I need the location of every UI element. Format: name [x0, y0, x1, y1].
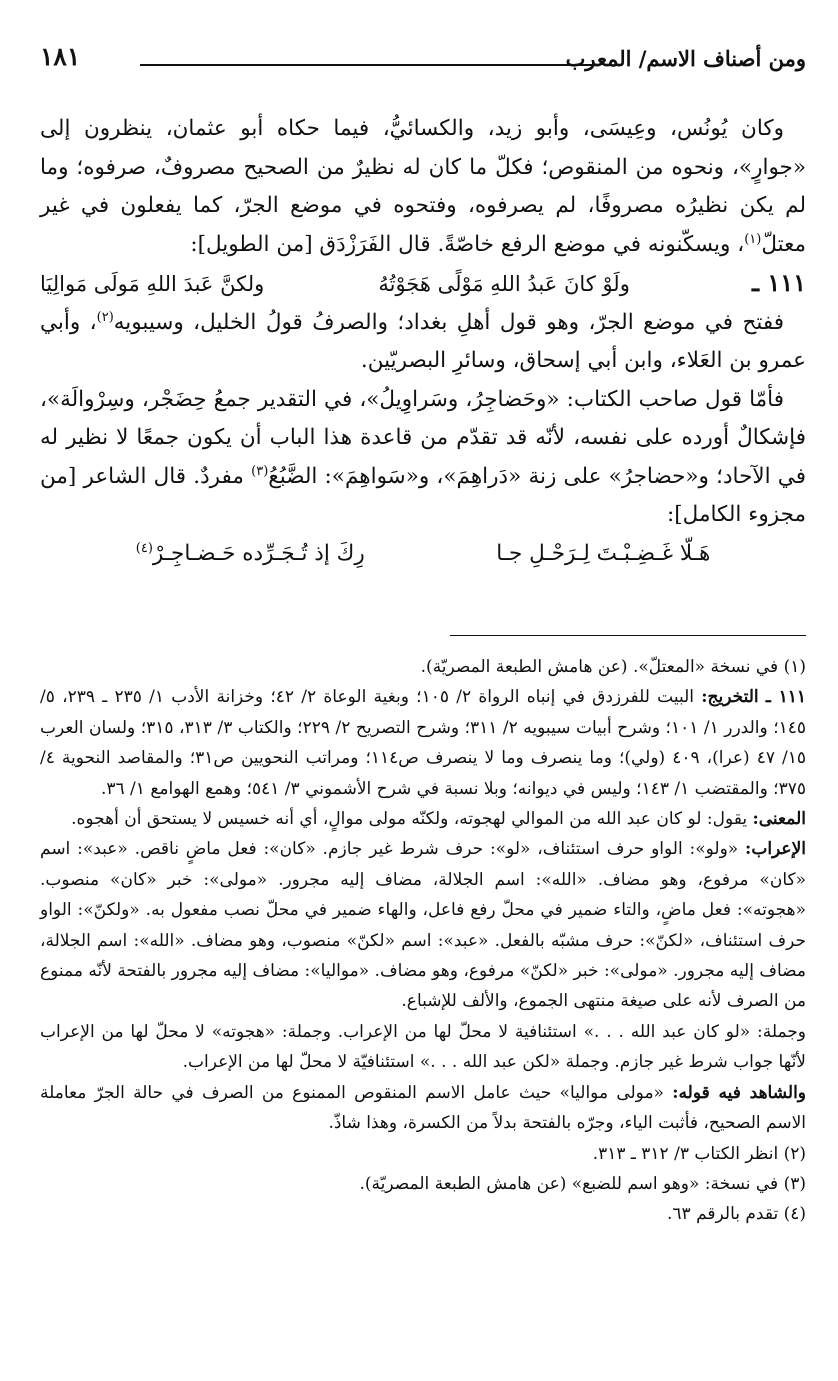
takhrij-label: التخريج: [701, 687, 759, 708]
maana-text: يقول: لو كان عبد الله من الموالي لهجوته، ولكنّه مولى موالٍ، أي أنه خسيس لا يستحق أن أهجوه. [71, 809, 748, 830]
maana-label: المعنى: [752, 809, 806, 830]
verse2-hemistich-2: رِكَ إذ تُـجَـرِّده حَـضـاجِـرْ [152, 540, 365, 566]
footnote-takhrij [40, 682, 806, 804]
header-rule [140, 64, 594, 66]
footnote-3: (٣) في نسخة: «وهو اسم للضبع» (عن هامش الطبعة المصريّة). [359, 1173, 806, 1194]
verse-hemistich-1: ولَوْ كانَ عَبدُ اللهِ مَوْلًى هَجَوْتُهُ [378, 272, 630, 296]
footnote-2: (٢) انظر الكتاب ٣/ ٣١٢ ـ ٣١٣. [592, 1143, 806, 1164]
takhrij-number: ١١١ ـ [765, 687, 806, 708]
verse2-hemistich-2-wrap [136, 535, 365, 574]
footnote-4: (٤) تقدم بالرقم ٦٣. [667, 1204, 806, 1225]
paragraph-1-text-end: ، ويسكّنونه في موضع الرفع خاصّةً. قال الفَرَزْدَق [من الطويل]: [190, 231, 745, 257]
footnotes [40, 652, 806, 1230]
verse-111 [40, 264, 806, 304]
verse-hemistich-2: ولكنَّ عَبدَ اللهِ مَولَى مَوالِيَا [40, 272, 265, 296]
footnote-ref-1: (١) [744, 231, 762, 247]
footnote-ref-2: (٢) [96, 309, 114, 325]
paragraph-3 [40, 381, 806, 535]
paragraph-3-text-end: مفردٌ. قال الشاعر [من مجزوء الكامل]: [40, 463, 806, 527]
footnote-ref-3: (٣) [251, 463, 269, 479]
page-number: ١٨١ [40, 42, 81, 71]
footnote-1: (١) في نسخة «المعتلّ». (عن هامش الطبعة المصريّة). [420, 657, 806, 677]
footnote-shahid [40, 1078, 806, 1139]
footnote-rule [450, 635, 806, 636]
footnote-ref-4: (٤) [135, 540, 153, 556]
footnote-irab [40, 834, 806, 1016]
footnote-jumla: وجملة: «لو كان عبد الله . . .» استئنافية لا محلّ لها من الإعراب. وجملة: «هجوته» لا محلّ لها من الإعراب لأنّها جواب شرط غير جازم. وجملة «لكن عبد الله . . .» استئنافيّة لا محلّ لها من الإعراب. [40, 1021, 806, 1073]
paragraph-2-text-end: ، وأبي عمرو بن العَلاء، وابن أبي إسحاق، وسائرِ البصريّين. [40, 309, 806, 373]
footnote-maana [40, 804, 806, 834]
irab-text: «ولو»: الواو حرف استئناف، «لو»: حرف شرط غير جازم. «كان»: فعل ماضٍ ناقص. «عبد»: اسم «كان» مرفوع، وهو مضاف. «الله»: اسم الجلالة، مضاف إليه مجرور. «مولى»: خبر «كان» منصوب. «هجوته»: فعل ماضٍ، والتاء ضمير في محلّ رفع فاعل، والهاء ضمير في محلّ نصب مفعول به. «ولكنّ»: الواو حرف استئناف، «لكنّ»: حرف مشبّه بالفعل. «عبد»: اسم «لكنّ» منصوب، وهو مضاف. «الله»: اسم الجلالة، مضاف إليه مجرور. «مولى»: خبر «لكنّ» مرفوع، وهو مضاف. «مواليا»: مضاف إليه مجرور بالفتحة لأنّه ممنوع من الصرف لأنه على صيغة منتهى الجموع، والألف للإشباع. [39, 839, 806, 1012]
main-text [40, 110, 806, 573]
paragraph-2-text: ففتح في موضع الجرّ، وهو قول أهلِ بغداد؛ والصرفُ قولُ الخليل، وسيبويه [113, 309, 784, 335]
running-title: ومن أصناف الاسم/ المعرب [565, 46, 806, 71]
paragraph-2 [40, 304, 806, 381]
paragraph-3-text: فأمّا قول صاحب الكتاب: «وحَضاجِرُ، وسَراوِيلُ»، في التقدير جمعُ حِضَجْر، وسِرْوالَة»، فإشكالٌ أورده على نفسه، لأنّه قد تقدّم من قاعدة هذا الباب أن يكون جمعًا لا نظير له في الآحاد؛ و«حضاجرُ» على زنة «دَراهِمَ»، و«سَواهِمَ»: الضَّبُعُ [40, 386, 807, 489]
verse-number: ١١١ ـ [751, 268, 806, 297]
shahid-text: «مولى مواليا» حيث عامل الاسم المنقوص الممنوع من الصرف في حالة الجرّ معاملة الاسم الصحيح، فأثبت الياء، وجرّه بالفتحة بدلاً من الكسرة، وهذا شاذّ. [40, 1082, 806, 1134]
takhrij-text: البيت للفرزدق في إنباه الرواة ٢/ ١٠٥؛ وبغية الوعاة ٢/ ٤٢؛ وخزانة الأدب ١/ ٢٣٥ ـ ٢٣٩، ٥/ ١٤٥؛ والدرر ١/ ١٠١؛ وشرح أبيات سيبويه ٢/ ٣١١؛ وشرح التصريح ٢/ ٢٢٩؛ والكتاب ٣/ ٣١٣، ٣١٥؛ ولسان العرب ١٥/ ٤٧ (عرا)، ٤٠٩ (ولي)؛ وما ينصرف وما لا ينصرف ص١١٤؛ ومراتب النحويين ص٣١؛ والمقاصد النحوية ٤/ ٣٧٥؛ والمقتضب ١/ ١٤٣؛ وليس في ديوانه؛ وبلا نسبة في شرح الأشموني ٣/ ٥٤١؛ وهمع الهوامع ١/ ٣٦. [40, 687, 807, 799]
paragraph-1 [40, 110, 806, 264]
shahid-label: والشاهد فيه قوله: [672, 1082, 807, 1103]
verse-2 [40, 535, 806, 574]
verse2-hemistich-1: هَـلّا غَـضِـبْـتَ لِـرَحْـلِ جـا [496, 540, 711, 566]
page-header [40, 34, 806, 78]
paragraph-1-text: وكان يُونُس، وعِيسَى، وأبو زيد، والكسائيُّ، فيما حكاه أبو عثمان، ينظرون إلى «جوارٍ»، ونحوه من المنقوص؛ فكلّ ما كان له نظيرٌ من الصحيح مصروفٌ، صرفوه؛ وما لم يكن نظيرُه مصروفًا، لم يصرفوه، وفتحوه في موضع الجرّ، كما يفعلون في غير معتلّ [40, 116, 806, 257]
irab-label: الإعراب: [745, 839, 806, 860]
